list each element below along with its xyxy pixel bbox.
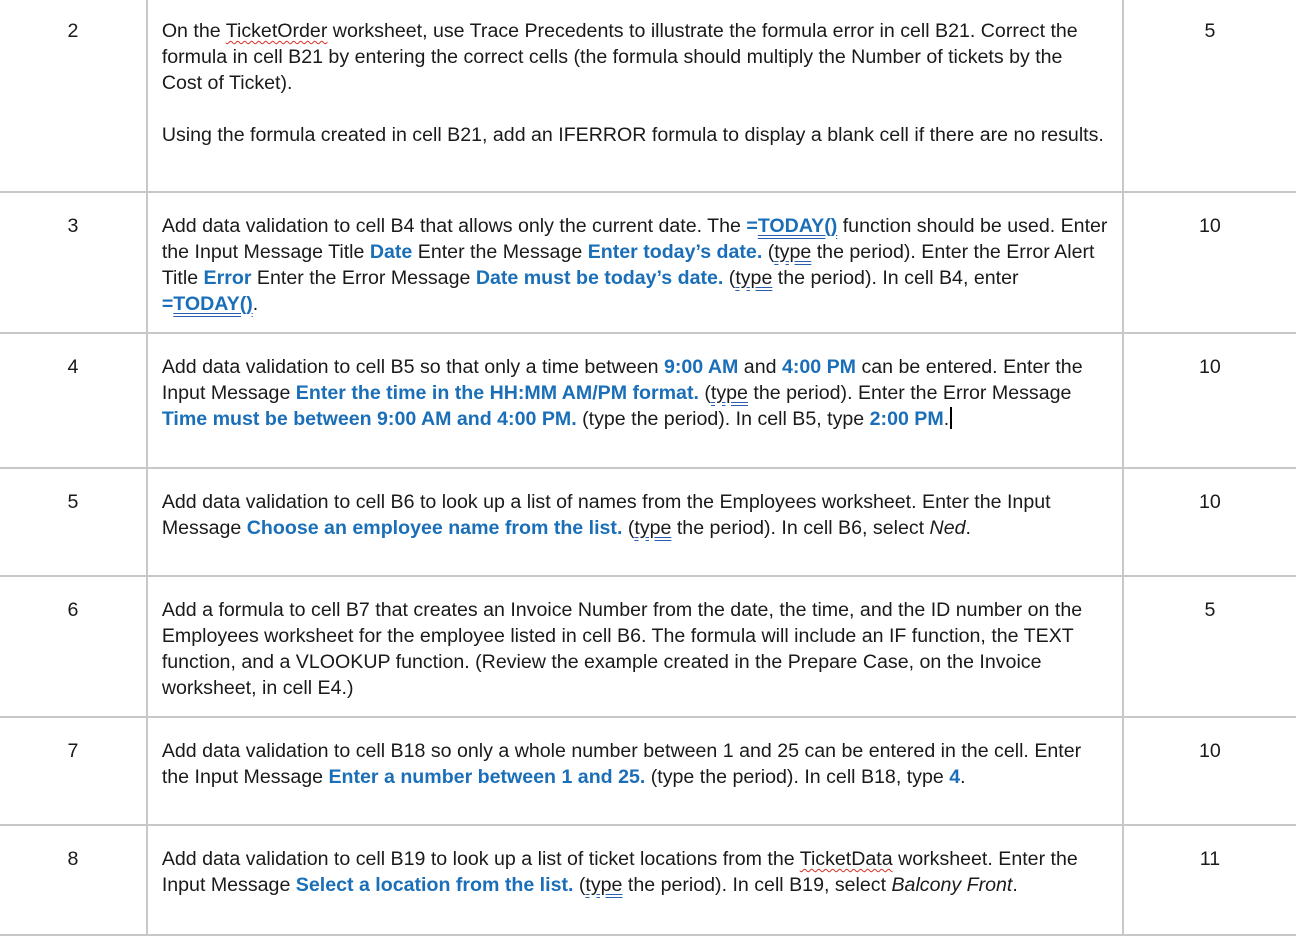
step-number: 6 [67, 599, 79, 621]
time-value: 4:00 PM [781, 356, 857, 378]
input-message-title: Date [369, 241, 413, 263]
points-value: 10 [1199, 491, 1221, 513]
step-number: 3 [67, 215, 79, 237]
error-message: Time must be between 9:00 AM and 4:00 PM. [161, 408, 577, 430]
points-value: 10 [1199, 740, 1221, 762]
error-alert-title: Error [203, 267, 252, 289]
step-number-cell [0, 717, 147, 825]
table-row [0, 717, 1296, 825]
step-number: 2 [67, 20, 79, 42]
step-paragraph: Add data validation to cell B6 to look up a list of names from the Employees worksheet. Enter the Input Message Choose an employee name from the list. (type the period). In cell B6, select Ned. [161, 491, 1051, 539]
step-number-cell [0, 468, 147, 576]
input-message: Choose an employee name from the list. [246, 517, 623, 539]
step-description-cell [147, 576, 1123, 717]
step-paragraph: On the TicketOrder worksheet, use Trace Precedents to illustrate the formula error in cell B21. Correct the formula in cell B21 by entering the correct cells (the formula should multiply the Number of tickets by the Cost of Ticket). [161, 20, 1078, 94]
step-paragraph: Add a formula to cell B7 that creates an Invoice Number from the date, the time, and the ID number on the Employees worksheet for the employee listed in cell B6. The formula will include an IF function, the TEXT function, and a VLOOKUP function. (Review the example created in the Prepare Case, on the Invoice worksheet, in cell E4.) [161, 599, 1083, 699]
table-row [0, 333, 1296, 468]
points-cell [1123, 192, 1296, 333]
points-cell [1123, 717, 1296, 825]
step-description-cell [147, 468, 1123, 576]
table-row [0, 825, 1296, 935]
step-number-cell [0, 576, 147, 717]
grammar-flag: type [774, 241, 812, 263]
step-description-cell [147, 192, 1123, 333]
grammar-flag: type [585, 874, 623, 896]
step-number: 4 [67, 356, 79, 378]
selection-value: Balcony Front [891, 874, 1013, 896]
step-number-cell [0, 192, 147, 333]
points-cell [1123, 576, 1296, 717]
step-paragraph: Add data validation to cell B19 to look up a list of ticket locations from the TicketData worksheet. Enter the Input Message Select a location from the list. (type the period). In cell B19, select Balcony Front. [161, 848, 1078, 896]
spelling-flag: TicketOrder [225, 20, 328, 42]
step-paragraph: Add data validation to cell B18 so only a whole number between 1 and 25 can be entered in the cell. Enter the Input Message Enter a number between 1 and 25. (type the period). In cell B18, type 4. [161, 740, 1082, 788]
step-paragraph: Using the formula created in cell B21, add an IFERROR formula to display a blank cell if there are no results. [161, 124, 1104, 146]
points-cell [1123, 0, 1296, 192]
step-description-cell [147, 333, 1123, 468]
table-row [0, 576, 1296, 717]
step-paragraph: Add data validation to cell B4 that allows only the current date. The =TODAY() function should be used. Enter the Input Message Title Date Enter the Message Enter today’s date. (type the period). Enter the Error Alert Title Error Enter the Error Message Date must be today’s date. (type the period). In cell B4, enter =TODAY(). [161, 215, 1108, 315]
grammar-flag: type [710, 382, 748, 404]
selection-value: Ned [929, 517, 966, 539]
points-cell [1123, 333, 1296, 468]
function-name: TODAY() [173, 293, 253, 315]
entry-value: 4 [949, 766, 961, 788]
points-value: 5 [1204, 20, 1216, 42]
step-number-cell [0, 0, 147, 192]
grammar-flag: type [735, 267, 773, 289]
entry-value: 2:00 PM [869, 408, 944, 430]
spelling-flag: TicketData [799, 848, 893, 870]
grammar-flag: type [634, 517, 672, 539]
error-message: Date must be today’s date. [475, 267, 724, 289]
table-row [0, 0, 1296, 192]
step-number-cell [0, 825, 147, 935]
points-cell [1123, 825, 1296, 935]
input-message: Enter the time in the HH:MM AM/PM format. [295, 382, 699, 404]
time-value: 9:00 AM [663, 356, 739, 378]
points-value: 5 [1204, 599, 1216, 621]
table-row [0, 192, 1296, 333]
step-description-cell [147, 825, 1123, 935]
step-description-cell [147, 717, 1123, 825]
input-message: Enter today’s date. [587, 241, 763, 263]
points-value: 10 [1199, 215, 1221, 237]
function-name: TODAY() [757, 215, 838, 237]
step-paragraph: Add data validation to cell B5 so that only a time between 9:00 AM and 4:00 PM can be entered. Enter the Input Message Enter the time in the HH:MM AM/PM format. (type the period). Enter the Error Message Time must be between 9:00 AM and 4:00 PM. (type the period). In cell B5, type 2:00 PM. [161, 356, 1083, 430]
points-value: 10 [1199, 356, 1221, 378]
input-message: Select a location from the list. [295, 874, 574, 896]
step-number: 5 [67, 491, 79, 513]
step-number-cell [0, 333, 147, 468]
points-cell [1123, 468, 1296, 576]
step-number: 8 [67, 848, 79, 870]
step-number: 7 [67, 740, 79, 762]
input-message: Enter a number between 1 and 25. [328, 766, 646, 788]
points-value: 11 [1199, 848, 1221, 870]
table-row [0, 468, 1296, 576]
text-cursor [950, 407, 952, 429]
step-description-cell [147, 0, 1123, 192]
